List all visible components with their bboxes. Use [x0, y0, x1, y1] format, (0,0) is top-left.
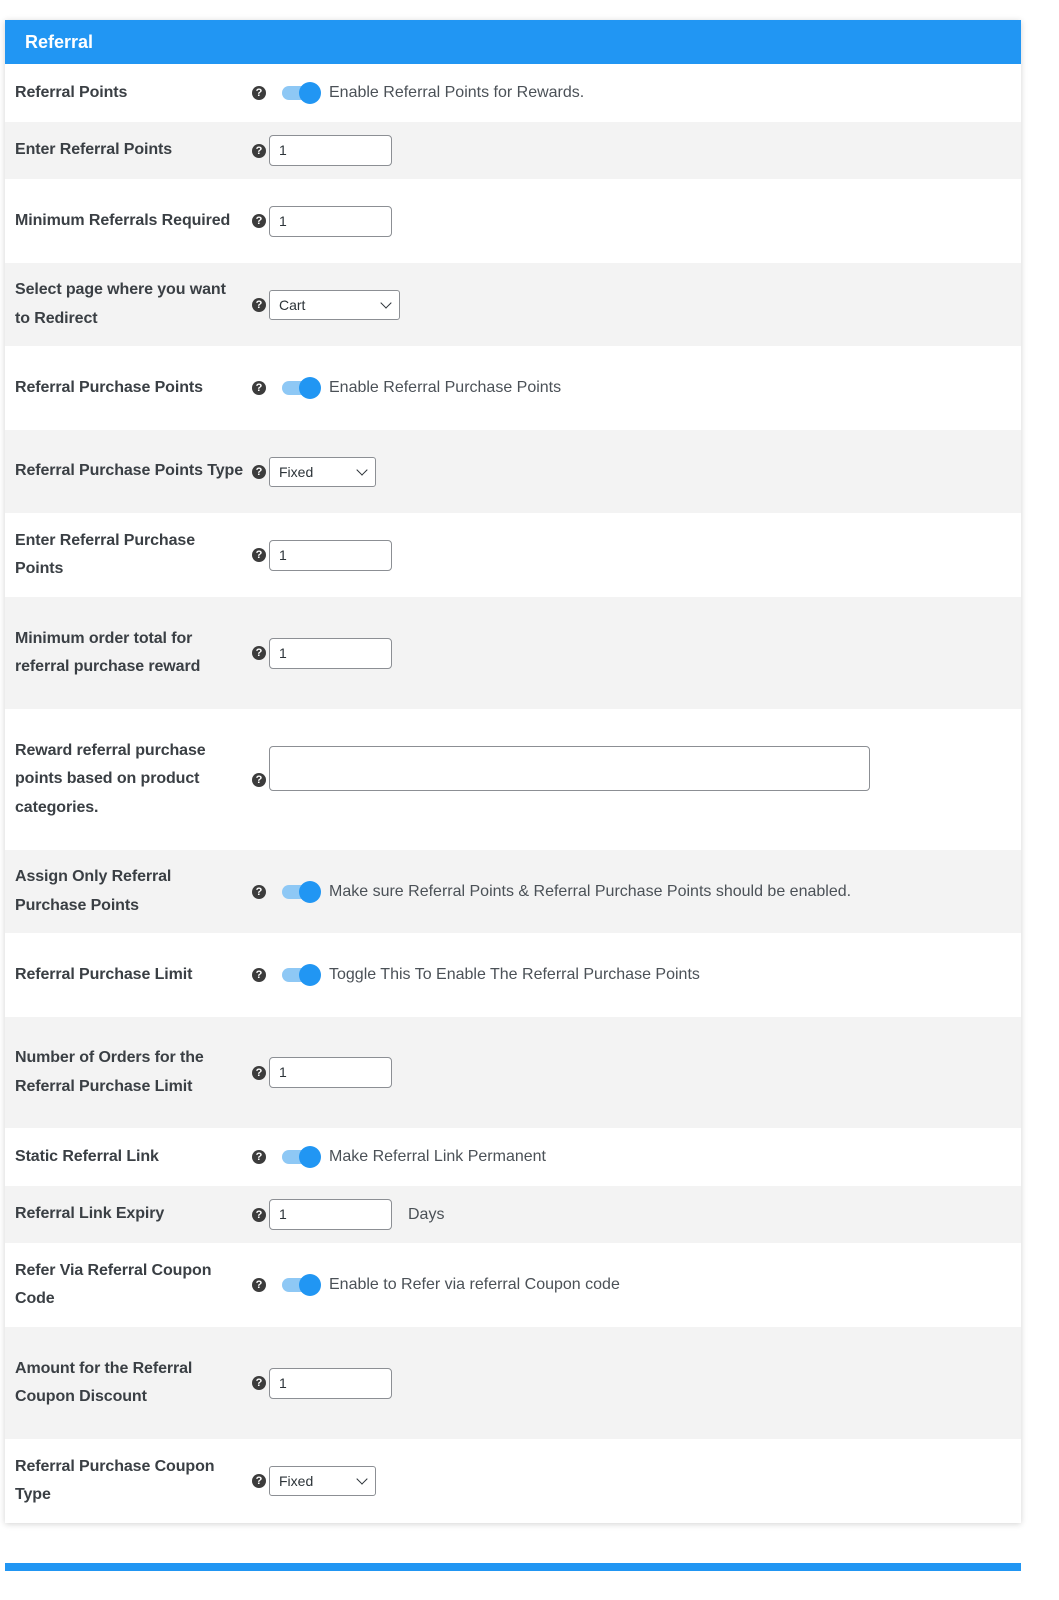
setting-control	[245, 1199, 1021, 1230]
setting-label: Enter Referral Points	[15, 141, 173, 159]
purchase-points-type-select[interactable]	[269, 457, 376, 487]
purchase-coupon-type-select[interactable]	[269, 1466, 376, 1496]
chevron-down-icon	[380, 297, 391, 308]
question-circle-icon[interactable]: ?	[252, 548, 266, 562]
setting-control	[245, 966, 1021, 984]
toggle-description: Make sure Referral Points & Referral Purchase Points should be enabled.	[329, 882, 852, 900]
question-circle-icon[interactable]: ?	[252, 646, 266, 660]
setting-control	[245, 768, 1021, 791]
setting-label: Referral Link Expiry	[15, 1205, 165, 1223]
question-circle-icon[interactable]: ?	[252, 1208, 266, 1222]
referral-points-toggle[interactable]	[282, 84, 320, 102]
toggle-description: Enable Referral Purchase Points	[329, 379, 562, 396]
setting-label: Minimum order total for referral purchase reward	[15, 629, 201, 675]
referral-link-expiry-input[interactable]: 1	[269, 1199, 392, 1230]
question-circle-icon[interactable]: ?	[252, 214, 266, 228]
section-header: Referral	[5, 20, 1021, 64]
setting-label: Referral Points	[15, 83, 128, 101]
referral-purchase-limit-toggle[interactable]	[282, 966, 320, 984]
setting-control	[245, 84, 1021, 102]
setting-control	[245, 883, 1021, 901]
question-circle-icon[interactable]: ?	[252, 1278, 266, 1292]
row-referral-purchase-points-type	[5, 430, 1021, 513]
question-circle-icon[interactable]: ?	[252, 1066, 266, 1080]
chevron-down-icon	[356, 464, 367, 475]
setting-control	[245, 290, 1021, 320]
question-circle-icon[interactable]: ?	[252, 1150, 266, 1164]
chevron-down-icon	[356, 1473, 367, 1484]
referral-purchase-points-toggle[interactable]	[282, 379, 320, 397]
question-circle-icon[interactable]: ?	[252, 968, 266, 982]
setting-control	[245, 638, 1021, 669]
question-circle-icon[interactable]: ?	[252, 298, 266, 312]
next-section-header	[5, 1563, 1021, 1571]
question-circle-icon[interactable]: ?	[252, 1474, 266, 1488]
setting-control	[245, 135, 1021, 166]
setting-label: Reward referral purchase points based on product categories.	[15, 741, 206, 816]
static-referral-link-toggle[interactable]	[282, 1148, 320, 1166]
question-circle-icon[interactable]: ?	[252, 465, 266, 479]
question-circle-icon[interactable]: ?	[252, 144, 266, 158]
select-value: Fixed	[279, 463, 314, 480]
row-referral-points	[5, 64, 1021, 122]
row-refer-via-coupon	[5, 1243, 1021, 1327]
setting-control	[245, 540, 1021, 571]
assign-only-referral-purchase-toggle[interactable]	[282, 883, 320, 901]
refer-via-coupon-toggle[interactable]	[282, 1276, 320, 1294]
question-circle-icon[interactable]: ?	[252, 885, 266, 899]
toggle-description: Enable Referral Points for Rewards.	[329, 84, 585, 101]
referral-settings-panel	[5, 20, 1021, 1523]
setting-label: Select page where you want to Redirect	[15, 281, 226, 327]
minimum-referrals-input[interactable]: 1	[269, 206, 392, 237]
setting-control	[245, 1057, 1021, 1088]
toggle-description: Enable to Refer via referral Coupon code	[329, 1276, 620, 1293]
row-number-of-orders	[5, 1017, 1021, 1128]
setting-label: Referral Purchase Limit	[15, 965, 193, 983]
minimum-order-total-input[interactable]: 1	[269, 638, 392, 669]
row-enter-referral-points	[5, 122, 1021, 179]
question-circle-icon[interactable]: ?	[252, 381, 266, 395]
setting-control	[245, 457, 1021, 487]
row-minimum-order-total	[5, 597, 1021, 709]
row-referral-purchase-limit	[5, 933, 1021, 1017]
redirect-page-select[interactable]	[269, 290, 400, 320]
row-coupon-discount-amount	[5, 1327, 1021, 1439]
select-value: Cart	[279, 296, 306, 313]
question-circle-icon[interactable]: ?	[252, 773, 266, 787]
row-referral-purchase-points	[5, 346, 1021, 430]
setting-control	[245, 379, 1021, 397]
setting-label: Amount for the Referral Coupon Discount	[15, 1359, 193, 1405]
setting-label: Minimum Referrals Required	[15, 211, 231, 229]
setting-control	[245, 1276, 1021, 1294]
number-of-orders-input[interactable]: 1	[269, 1057, 392, 1088]
select-value: Fixed	[279, 1473, 314, 1489]
setting-label: Referral Purchase Points	[15, 378, 203, 396]
row-assign-only-referral-purchase	[5, 850, 1021, 933]
setting-label: Refer Via Referral Coupon Code	[15, 1261, 212, 1307]
toggle-description: Make Referral Link Permanent	[329, 1148, 546, 1165]
row-static-referral-link	[5, 1128, 1021, 1186]
setting-label: Number of Orders for the Referral Purchase Limit	[15, 1049, 204, 1095]
setting-label: Assign Only Referral Purchase Points	[15, 868, 172, 914]
setting-control	[245, 1466, 1021, 1496]
row-product-categories	[5, 709, 1021, 850]
setting-control	[245, 1368, 1021, 1399]
question-circle-icon[interactable]: ?	[252, 1376, 266, 1390]
row-minimum-referrals	[5, 179, 1021, 263]
referral-purchase-points-input[interactable]: 1	[269, 540, 392, 571]
setting-control	[245, 206, 1021, 237]
setting-label: Referral Purchase Coupon Type	[15, 1457, 215, 1503]
setting-label: Static Referral Link	[15, 1147, 159, 1165]
row-enter-referral-purchase-points	[5, 513, 1021, 597]
row-referral-link-expiry	[5, 1186, 1021, 1243]
setting-control	[245, 1148, 1021, 1166]
expiry-unit-label: Days	[408, 1205, 445, 1223]
setting-label: Referral Purchase Points Type	[15, 462, 243, 480]
question-circle-icon[interactable]: ?	[252, 86, 266, 100]
referral-points-input[interactable]: 1	[269, 135, 392, 166]
row-redirect-page	[5, 263, 1021, 346]
toggle-description: Toggle This To Enable The Referral Purchase Points	[329, 966, 700, 983]
row-purchase-coupon-type	[5, 1439, 1021, 1523]
setting-label: Enter Referral Purchase Points	[15, 531, 196, 577]
coupon-discount-amount-input[interactable]: 1	[269, 1368, 392, 1399]
product-categories-input[interactable]	[269, 746, 870, 791]
